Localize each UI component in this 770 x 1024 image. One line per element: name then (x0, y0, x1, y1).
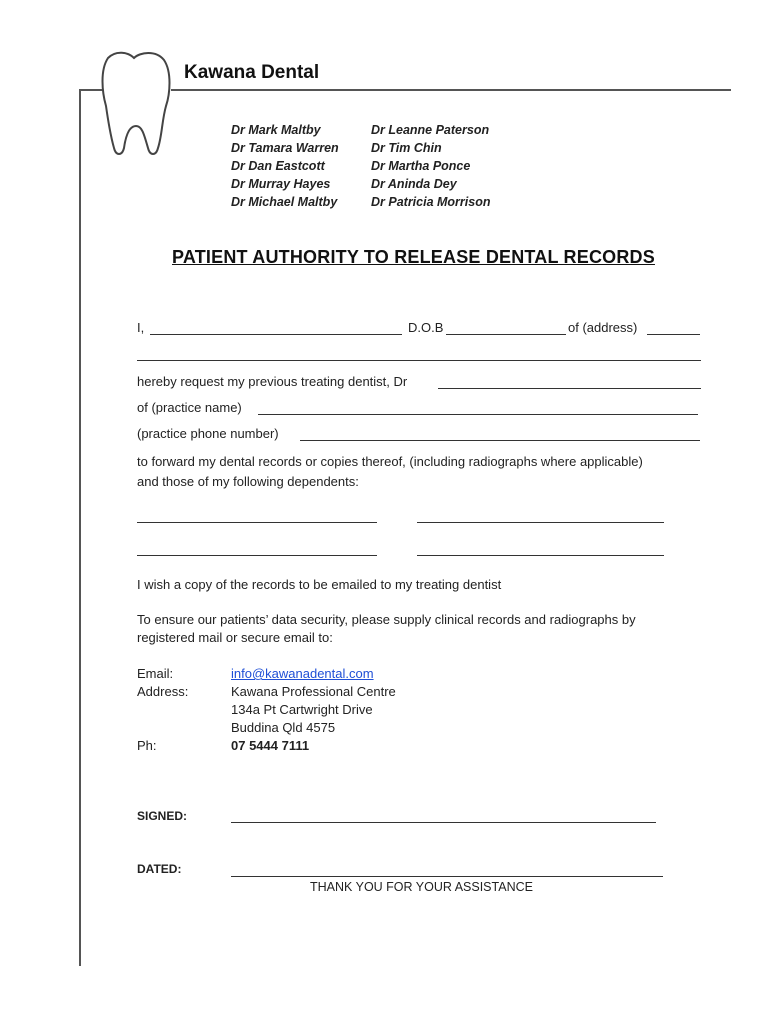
dob-label: D.O.B (408, 320, 444, 335)
dated-label: DATED: (137, 862, 182, 876)
form-title: PATIENT AUTHORITY TO RELEASE DENTAL RECORDS (172, 247, 655, 267)
practice-name: Kawana Dental (184, 62, 320, 83)
left-border-line (79, 89, 81, 966)
address-label: of (address) (568, 320, 638, 335)
thank-you-text: THANK YOU FOR YOUR ASSISTANCE (310, 880, 533, 894)
doctor-name: Dr Tim Chin (371, 141, 442, 155)
date-field[interactable] (231, 876, 663, 877)
name-field[interactable] (150, 334, 402, 335)
doctors-list-left (231, 121, 339, 211)
name-label: I, (137, 320, 145, 335)
address-field-line-2[interactable] (137, 360, 701, 361)
doctor-name: Dr Leanne Paterson (371, 123, 490, 137)
address-field[interactable] (647, 334, 700, 335)
dependent-field-2[interactable] (417, 522, 664, 523)
signature-field[interactable] (231, 822, 656, 823)
address-heading: Address: (137, 684, 189, 699)
practice-phone-field[interactable] (300, 440, 700, 441)
doctor-name: Dr Michael Maltby (231, 195, 338, 209)
security-text-line-2: registered mail or secure email to: (137, 630, 333, 645)
doctors-list-right (371, 121, 490, 211)
security-text-line-1: To ensure our patients’ data security, please supply clinical records and radiographs by (137, 612, 636, 627)
dependent-field-4[interactable] (417, 555, 664, 556)
forward-text-line-1: to forward my dental records or copies thereof, (including radiographs where applicable) (137, 454, 643, 469)
copy-statement: I wish a copy of the records to be emailed to my treating dentist (137, 577, 502, 592)
doctor-name: Dr Patricia Morrison (371, 195, 491, 209)
signed-label: SIGNED: (137, 809, 188, 823)
dependent-field-3[interactable] (137, 555, 377, 556)
address-line-2: 134a Pt Cartwright Drive (231, 702, 373, 717)
doctor-name: Dr Dan Eastcott (231, 159, 325, 173)
top-border-line (171, 89, 731, 91)
email-label: Email: (137, 666, 174, 681)
doctor-name: Dr Mark Maltby (231, 123, 321, 137)
address-line-1: Kawana Professional Centre (231, 684, 396, 699)
doctor-name: Dr Martha Ponce (371, 159, 471, 173)
forward-text-line-2: and those of my following dependents: (137, 474, 359, 489)
email-link[interactable]: info@kawanadental.com (231, 666, 374, 681)
dob-field[interactable] (446, 334, 566, 335)
phone-number: 07 5444 7111 (231, 738, 310, 753)
practice-name-field[interactable] (258, 414, 698, 415)
dependent-field-1[interactable] (137, 522, 377, 523)
dentist-request-label: hereby request my previous treating dentist, Dr (137, 374, 408, 389)
tooth-logo-icon (96, 48, 176, 160)
phone-label: Ph: (137, 738, 157, 753)
practice-name-label: of (practice name) (137, 400, 242, 415)
dentist-name-field[interactable] (438, 388, 701, 389)
address-line-3: Buddina Qld 4575 (231, 720, 336, 735)
doctor-name: Dr Tamara Warren (231, 141, 339, 155)
doctor-name: Dr Aninda Dey (371, 177, 457, 191)
practice-phone-label: (practice phone number) (137, 426, 279, 441)
doctor-name: Dr Murray Hayes (231, 177, 331, 191)
